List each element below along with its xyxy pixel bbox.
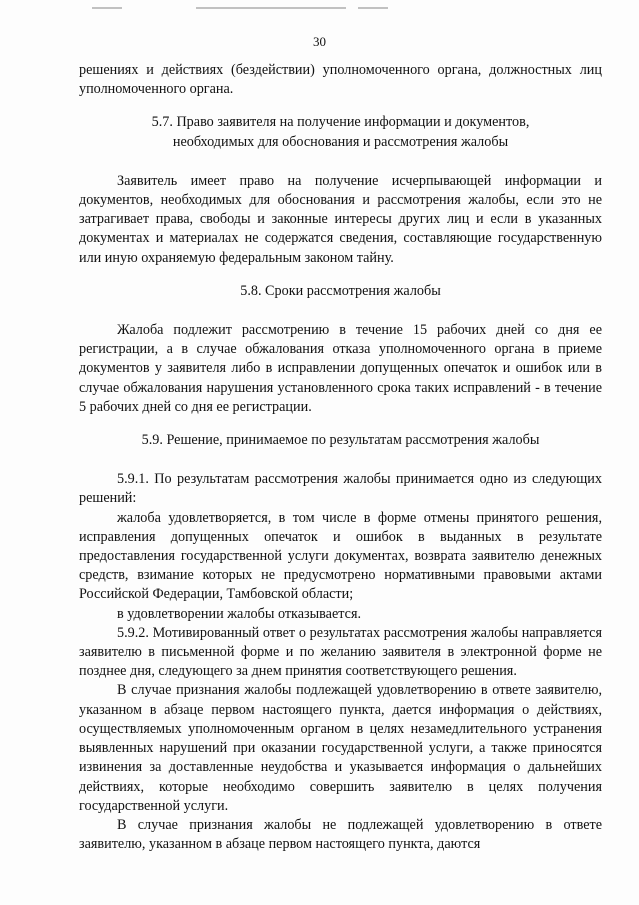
section-heading: необходимых для обоснования и рассмотрения жалобы	[172, 133, 509, 150]
scan-artifact-line	[358, 7, 388, 9]
spacer	[79, 417, 602, 431]
section-heading: 5.9. Решение, принимаемое по результатам рассмотрения жалобы	[141, 432, 540, 449]
scan-artifact-line	[92, 7, 122, 9]
paragraph: решениях и действиях (бездействии) уполномоченного органа, должностных лиц уполномоченного органа.	[79, 62, 602, 98]
spacer	[79, 301, 602, 321]
scan-artifact-line	[196, 7, 346, 9]
paragraph: 5.9.1. По результатам рассмотрения жалобы принимается одно из следующих решений:	[79, 471, 602, 507]
spacer	[79, 450, 602, 470]
document-body	[79, 61, 602, 854]
spacer	[79, 268, 602, 282]
paragraph: Заявитель имеет право на получение исчерпывающей информации и документов, необходимых для обоснования и рассмотрения жалобы, если это не затрагивает права, свободы и законные интересы других лиц и если в указанных документах и материалах не содержатся сведения, составляющие государственную или иную охраняемую федеральным законом тайну.	[79, 172, 602, 266]
section-heading: 5.7. Право заявителя на получение информации и документов,	[151, 114, 530, 131]
spacer	[79, 152, 602, 172]
paragraph: в удовлетворении жалобы отказывается.	[117, 605, 362, 622]
paragraph: В случае признания жалобы подлежащей удовлетворению в ответе заявителю, указанном в абзаце первом настоящего пункта, дается информация о действиях, осуществляемых уполномоченным органом в целях незамедлительного устранения выявленных нарушений при оказании государственной услуги, а также приносятся извинения за доставленные неудобства и указывается информация о дальнейших действиях, которые необходимо совершить заявителю в целях получения государственной услуги.	[79, 682, 602, 814]
page-number: 30	[313, 34, 326, 49]
paragraph: Жалоба подлежит рассмотрению в течение 15 рабочих дней со дня ее регистрации, а в случае обжалования отказа уполномоченного органа в приеме документов у заявителя либо в исправлении допущенных опечаток и ошибок или в случае обжалования нарушения установленного срока таких исправлений - в течение 5 рабочих дней со дня ее регистрации.	[79, 322, 602, 415]
spacer	[79, 99, 602, 113]
paragraph: В случае признания жалобы не подлежащей удовлетворению в ответе заявителю, указанном в абзаце первом настоящего пункта, даются	[79, 816, 602, 853]
paragraph: жалоба удовлетворяется, в том числе в форме отмены принятого решения, исправления допущенных опечаток и ошибок в выданных в результате предоставления государственной услуги документах, возврата заявителю денежных средств, взимание которых не предусмотрено нормативными правовыми актами Российской Федерации, Тамбовской области;	[79, 509, 602, 603]
paragraph: 5.9.2. Мотивированный ответ о результатах рассмотрения жалобы направляется заявителю в письменной форме и по желанию заявителя в электронной форме не позднее дня, следующего за днем принятия соответствующего решения.	[79, 624, 602, 680]
section-heading: 5.8. Сроки рассмотрения жалобы	[240, 282, 441, 299]
